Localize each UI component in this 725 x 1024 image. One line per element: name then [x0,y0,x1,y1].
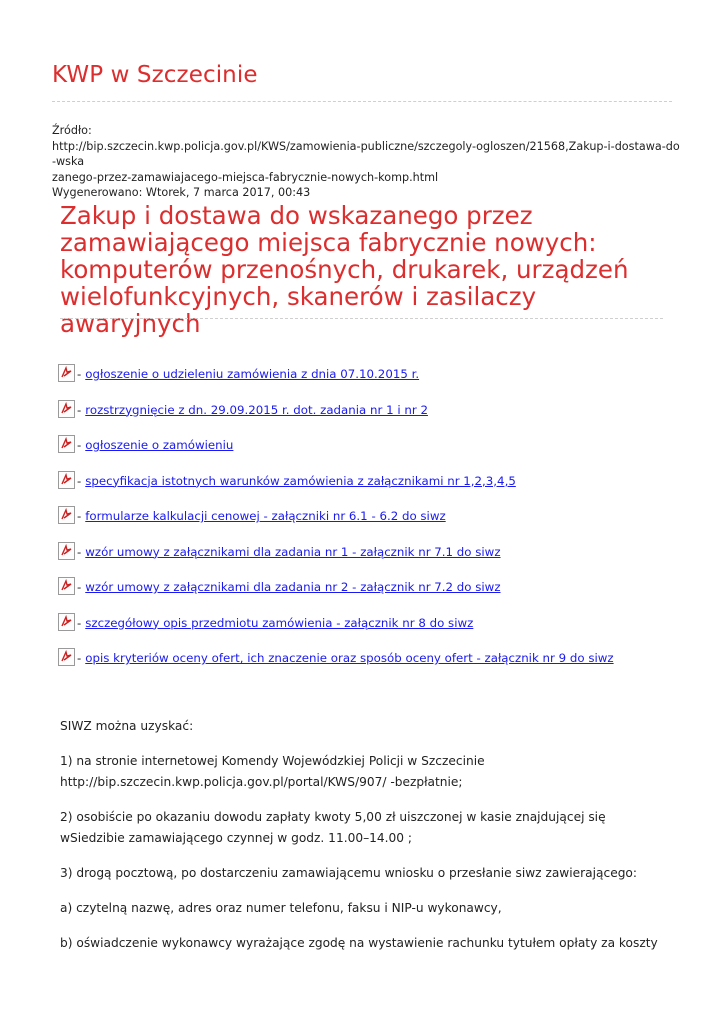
pdf-icon[interactable] [58,364,75,382]
separator: - [77,473,82,488]
separator: - [77,367,82,381]
pdf-icon[interactable] [58,542,75,560]
separator: - [77,615,82,630]
attachment-link[interactable]: wzór umowy z załącznikami dla zadania nr 1 - załącznik nr 7.1 do siwz [85,544,501,559]
attachment-link[interactable]: rozstrzygnięcie z dn. 29.09.2015 r. dot. zadania nr 1 i nr 2 [85,402,428,417]
paragraph: 2) osobiście po okazaniu dowodu zapłaty kwoty 5,00 zł uiszczonej w kasie znajdującej się wSiedzibie zamawiającego czynnej w godz. 11.00–14.00 ; [60,810,606,845]
site-title: KWP w Szczecinie [52,62,258,88]
paragraph: 3) drogą pocztową, po dostarczeniu zamawiającemu wniosku o przesłanie siwz zawierającego: [60,866,637,880]
source-label: Źródło: [52,124,92,137]
pdf-icon[interactable] [58,435,75,453]
attachment-link[interactable]: ogłoszenie o zamówieniu [85,438,234,452]
attachment-item [58,542,614,578]
attachment-link[interactable]: wzór umowy z załącznikami dla zadania nr 2 - załącznik nr 7.2 do siwz [85,580,501,594]
pdf-icon[interactable] [58,577,75,595]
paragraph: 1) na stronie internetowej Komendy Wojewódzkiej Policji w Szczecinie http://bip.szczecin.kwp.policja.gov.pl/portal/KWS/907/ -bezpłatnie; [60,754,485,789]
attachment-link[interactable]: ogłoszenie o udzieleniu zamówienia z dnia 07.10.2015 r. [85,367,420,381]
attachment-link[interactable]: specyfikacja istotnych warunków zamówienia z załącznikami nr 1,2,3,4,5 [85,473,516,488]
attachment-item [58,364,614,400]
attachment-link[interactable]: formularze kalkulacji cenowej - załączniki nr 6.1 - 6.2 do siwz [85,509,446,523]
attachment-item [58,577,614,613]
attachment-item [58,648,614,684]
attachment-list [58,364,614,684]
source-meta [52,123,682,201]
document-body [60,716,670,968]
title-divider [60,318,663,319]
attachment-item [58,471,614,507]
source-url-line-2: zanego-przez-zamawiajacego-miejsca-fabrycznie-nowych-komp.html [52,170,439,184]
separator: - [77,438,82,452]
generated-date: Wygenerowano: Wtorek, 7 marca 2017, 00:43 [52,186,311,199]
separator: - [77,402,82,417]
attachment-item [58,613,614,649]
separator: - [77,580,82,594]
paragraph: SIWZ można uzyskać: [60,719,194,733]
paragraph: b) oświadczenie wykonawcy wyrażające zgodę na wystawienie rachunku tytułem opłaty za koszty [60,936,658,950]
document-title: Zakup i dostawa do wskazanego przez zamawiającego miejsca fabrycznie nowych: komputerów przenośnych, drukarek, urządzeń wielofunkcyjnych, skanerów i zasilaczy awaryjnych [60,201,629,338]
pdf-icon[interactable] [58,506,75,524]
pdf-icon[interactable] [58,613,75,631]
separator: - [77,544,82,559]
pdf-icon[interactable] [58,400,75,418]
pdf-icon[interactable] [58,648,75,666]
pdf-icon[interactable] [58,471,75,489]
attachment-item [58,400,614,436]
paragraph: a) czytelną nazwę, adres oraz numer telefonu, faksu i NIP-u wykonawcy, [60,901,502,915]
attachment-item [58,435,614,471]
separator: - [77,509,82,523]
separator: - [77,651,82,665]
header-divider [52,101,672,102]
source-url-line-1: http://bip.szczecin.kwp.policja.gov.pl/KWS/zamowienia-publiczne/szczegoly-ogloszen/21568,Zakup-i-dostawa-do-wska [52,139,680,168]
attachment-item [58,506,614,542]
attachment-link[interactable]: szczegółowy opis przedmiotu zamówienia - załącznik nr 8 do siwz [85,615,474,630]
attachment-link[interactable]: opis kryteriów oceny ofert, ich znaczenie oraz sposób oceny ofert - załącznik nr 9 do siwz [85,651,614,665]
